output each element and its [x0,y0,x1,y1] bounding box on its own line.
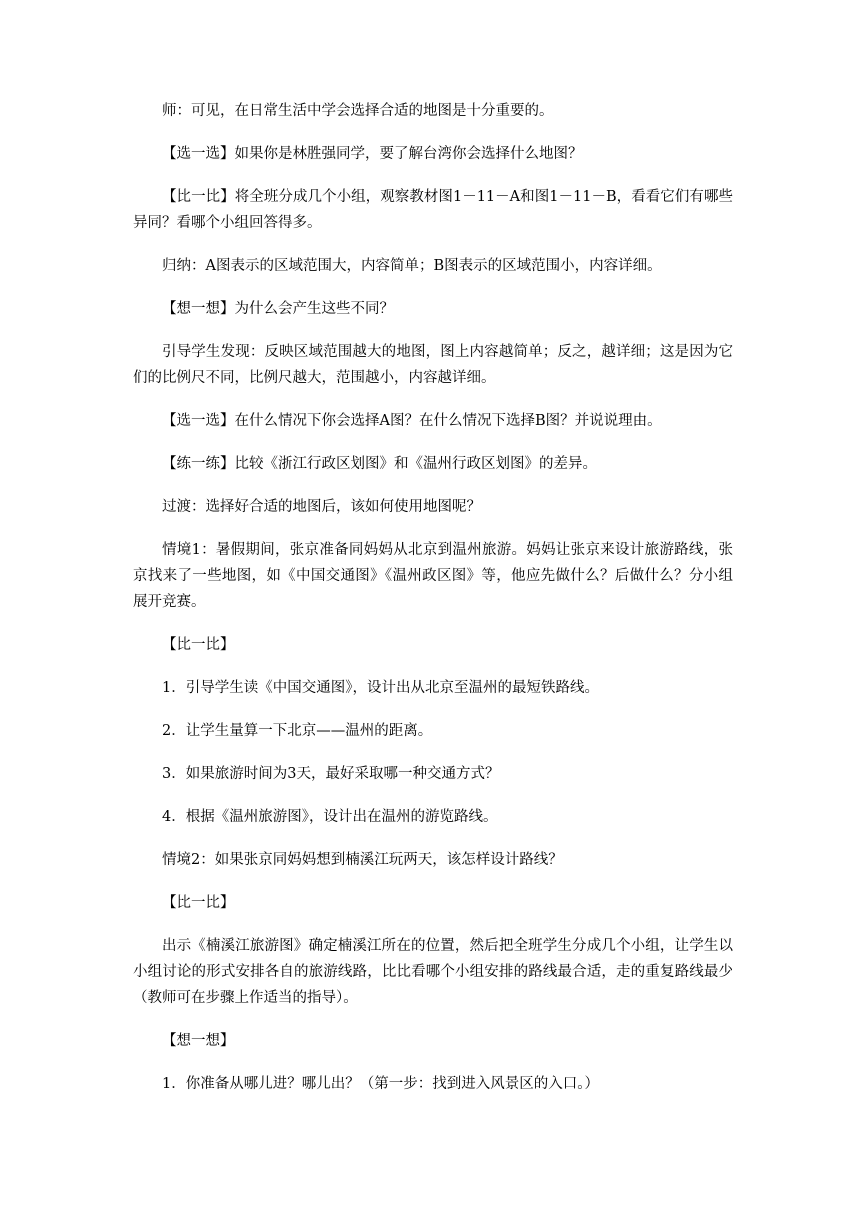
paragraph-compare-figures: 【比一比】将全班分成几个小组，观察教材图1－11－A和图1－11－B，看看它们有哪些异同？看哪个小组回答得多。 [133,189,733,231]
paragraph-choose-a-or-b: 【选一选】在什么情况下你会选择A图？在什么情况下选择B图？并说说理由。 [162,413,662,429]
paragraph-step-2: 2．让学生量算一下北京——温州的距离。 [162,723,433,739]
paragraph-step-1: 1．引导学生读《中国交通图》，设计出从北京至温州的最短铁路线。 [162,680,599,696]
paragraph-step-4: 4．根据《温州旅游图》，设计出在温州的游览路线。 [162,809,498,825]
document-body [133,98,733,1097]
paragraph-transition: 过渡：选择好合适的地图后，该如何使用地图呢？ [162,499,481,515]
paragraph-question-1: 1．你准备从哪儿进？哪儿出？（第一步：找到进入风景区的入口。） [162,1076,599,1092]
paragraph-compare-heading-1: 【比一比】 [162,637,235,653]
paragraph-scenario-1: 情境1：暑假期间，张京准备同妈妈从北京到温州旅游。妈妈让张京来设计旅游路线，张京找来了一些地图，如《中国交通图》《温州政区图》等，他应先做什么？后做什么？分小组展开竞赛。 [133,542,733,610]
paragraph-nanxi-river-task: 出示《楠溪江旅游图》确定楠溪江所在的位置，然后把全班学生分成几个小组，让学生以小组讨论的形式安排各自的旅游线路，比比看哪个小组安排的路线最合适，走的重复路线最少（教师可在步骤上作适当的指导）。 [133,938,733,1006]
paragraph-compare-heading-2: 【比一比】 [162,895,235,911]
paragraph-scenario-2: 情境2：如果张京同妈妈想到楠溪江玩两天，该怎样设计路线？ [162,852,563,868]
paragraph-conclusion: 归纳：A图表示的区域范围大，内容简单；B图表示的区域范围小，内容详细。 [162,258,662,274]
paragraph-choose-map-taiwan: 【选一选】如果你是林胜强同学，要了解台湾你会选择什么地图？ [162,146,583,162]
paragraph-think-why: 【想一想】为什么会产生这些不同？ [162,301,394,317]
paragraph-practice-compare: 【练一练】比较《浙江行政区划图》和《温州行政区划图》的差异。 [162,456,597,472]
paragraph-scale-explanation: 引导学生发现：反映区域范围越大的地图，图上内容越简单；反之，越详细；这是因为它们的比例尺不同，比例尺越大，范围越小，内容越详细。 [133,344,733,386]
paragraph-think-heading: 【想一想】 [162,1033,235,1049]
paragraph-teacher-summary: 师：可见，在日常生活中学会选择合适的地图是十分重要的。 [162,103,554,119]
paragraph-step-3: 3．如果旅游时间为3天，最好采取哪一种交通方式？ [162,766,500,782]
